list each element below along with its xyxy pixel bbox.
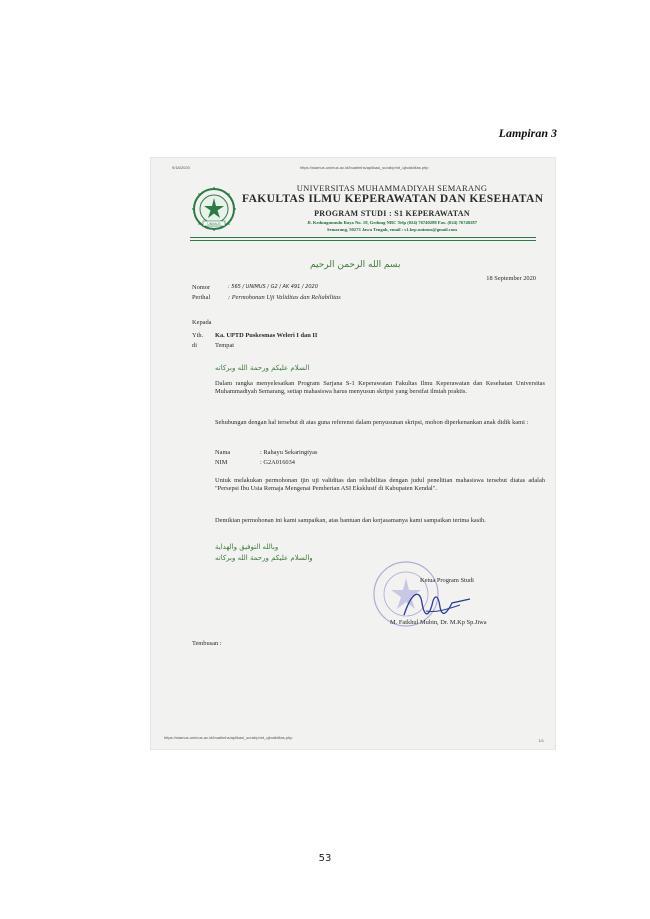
recipient: Ka. UPTD Puskesmas Weleri I dan II: [215, 332, 318, 339]
paragraph-2: Sehubungan dengan hal tersebut di atas guna referensi dalam penyusunan skripsi, mohon diperkenankan anak didik kami :: [215, 419, 529, 426]
paragraph-3: Untuk melakukan permohonan ijin uji validitas dan reliabilitas dengan judul penelitian mahasiswa tersebut diatas adalah "Persepsi Ibu Usia Remaja Mengenai Pemberian ASI Eksklusif di Kabupaten Kendal".: [215, 477, 545, 492]
nim-label: NIM: [215, 459, 228, 466]
kepada: Kepada: [192, 319, 212, 326]
university-logo-icon: [192, 187, 236, 231]
greeting-salam: السلام عليكم ورحمة الله وبركاته: [215, 364, 310, 372]
page-number: 53: [318, 853, 332, 864]
faculty-name: FAKULTAS ILMU KEPERAWATAN DAN KESEHATAN: [242, 193, 544, 205]
nomor-label: Nomor: [192, 284, 211, 291]
university-name: UNIVERSITAS MUHAMMADIYAH SEMARANG: [296, 183, 488, 193]
nama-label: Nama: [215, 449, 231, 456]
letterhead-divider: [190, 237, 536, 238]
paragraph-4: Demikian permohonan ini kami sampaikan, atas bantuan dan kerjasamanya kami sampaikan terima kasih.: [215, 517, 486, 524]
perihal-label: Perihal: [192, 294, 211, 301]
letter-date: 18 September 2020: [486, 275, 536, 282]
scanned-letter: [150, 157, 556, 750]
yth-label: Yth.: [192, 332, 204, 339]
perihal-value: : Permohonan Uji Validitas dan Reliabilitas: [228, 294, 341, 301]
print-url-top: https://siamus.unimus.ac.id/buatimhs/aplikasi_surat/print_ujivaliditas.php: [300, 165, 429, 170]
nomor-value: : 565 / UNIMUS / G2 / AK 491 / 2020: [228, 284, 318, 290]
closing-phrase: وبالله التوفيق والهداية: [215, 543, 279, 551]
nama-value: : Rahayu Sekaringtyas: [260, 449, 318, 456]
print-url-bottom: https://siamus.unimus.ac.id/buatimhs/aplikasi_surat/print_ujivaliditas.php: [164, 735, 293, 740]
letterhead-divider-thin: [190, 240, 536, 241]
address-line-1: Jl. Kedungmundu Raya No. 18, Gedung NRC Telp (024) 76740288 Fax. (024) 76740287: [307, 220, 477, 225]
appendix-label: Lampiran 3: [498, 126, 557, 140]
basmala: بسم الله الرحمن الرحيم: [310, 260, 401, 270]
address-line-2: Semarang, 50273 Jawa Tengah, email : s1.kep.unimus@gmail.com: [327, 227, 457, 232]
print-page-count: 1/1: [538, 738, 544, 743]
signer-name: M. Fatkhul Mubin, Dr. M.Kp Sp.Jiwa: [390, 619, 487, 626]
di-label: di: [192, 342, 197, 349]
logo-text: UNIMUS: [207, 222, 221, 226]
recipient-place: Tempat: [215, 342, 235, 349]
signer-title: Ketua Program Studi: [420, 577, 474, 584]
tembusan: Tembusan :: [192, 640, 222, 647]
study-program: PROGRAM STUDI : S1 KEPERAWATAN: [314, 209, 470, 218]
closing-salam: والسلام عليكم ورحمة الله وبركاته: [215, 554, 313, 562]
print-date: 9/18/2020: [172, 165, 190, 170]
nim-value: : G2A016034: [260, 459, 295, 466]
paragraph-1: Dalam rangka menyelesaikan Program Sarjana S-1 Keperawatan Fakultas Ilmu Keperawatan dan Kesehatan Universitas Muhammadiyah Semarang, setiap mahasiswa harus menyusun skripsi yang bersifat ilmiah praktis.: [215, 380, 545, 395]
